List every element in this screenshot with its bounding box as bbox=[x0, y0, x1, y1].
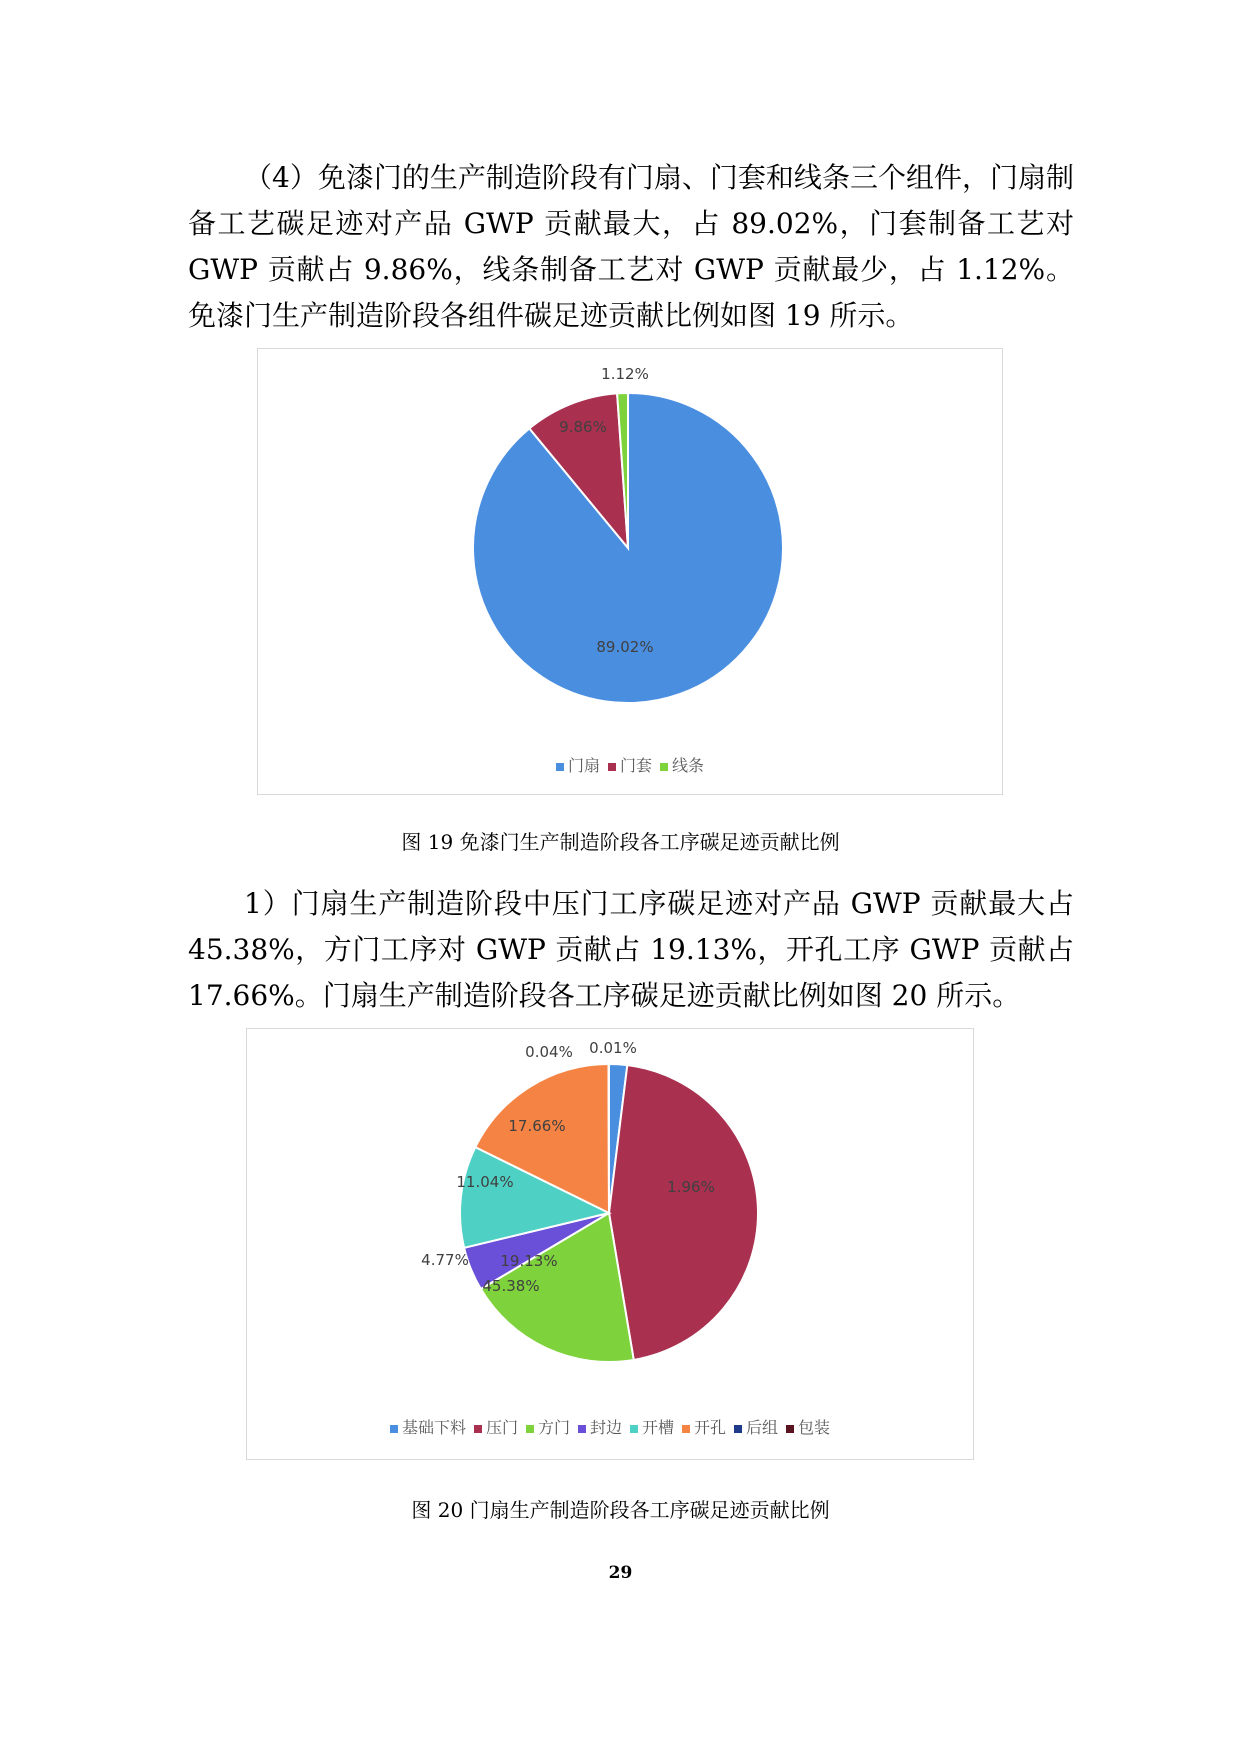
legend-item-3 bbox=[526, 1415, 570, 1438]
chart-1-legend bbox=[258, 753, 1002, 776]
figure-19-caption: 图 19 免漆门生产制造阶段各工序碳足迹贡献比例 bbox=[401, 830, 840, 854]
paragraph-1: （4）免漆门的生产制造阶段有门扇、门套和线条三个组件，门扇制备工艺碳足迹对产品 GWP 贡献最大，占 89.02%，门套制备工艺对 GWP 贡献占 9.86%，线条制备工艺对 GWP 贡献最少，占 1.12%。免漆门生产制造阶段各组件碳足迹贡献比例如图 19 所示。 bbox=[188, 161, 1074, 332]
legend-swatch bbox=[682, 1425, 690, 1433]
legend-label: 包装 bbox=[798, 1418, 831, 1437]
legend-label: 压门 bbox=[485, 1418, 518, 1437]
legend-swatch bbox=[474, 1425, 482, 1433]
data-label-1: 1.96% bbox=[667, 1178, 715, 1196]
legend-label: 后组 bbox=[746, 1418, 779, 1437]
legend-item-6 bbox=[682, 1415, 726, 1438]
legend-item-7 bbox=[734, 1415, 778, 1438]
pie-chart-2-svg bbox=[247, 1029, 975, 1461]
legend-item-4 bbox=[578, 1415, 622, 1438]
legend-item-8 bbox=[786, 1415, 830, 1438]
legend-label: 开孔 bbox=[694, 1418, 727, 1437]
legend-swatch bbox=[578, 1425, 586, 1433]
data-label-3: 19.13% bbox=[500, 1252, 558, 1270]
legend-swatch bbox=[630, 1425, 638, 1433]
legend-label: 门扇 bbox=[567, 756, 600, 775]
legend-label: 线条 bbox=[672, 756, 705, 775]
pie-chart-1 bbox=[257, 348, 1003, 795]
legend-swatch bbox=[608, 763, 616, 771]
legend-item-3 bbox=[660, 753, 704, 776]
legend-label: 封边 bbox=[589, 1418, 622, 1437]
pie-chart-1-svg bbox=[258, 349, 1004, 796]
legend-item-1 bbox=[390, 1415, 466, 1438]
legend-label: 开槽 bbox=[642, 1418, 675, 1437]
data-label-1: 89.02% bbox=[596, 638, 654, 656]
legend-swatch bbox=[390, 1425, 398, 1433]
data-label-8: 0.01% bbox=[589, 1039, 637, 1057]
legend-label: 方门 bbox=[537, 1418, 570, 1437]
data-label-3: 1.12% bbox=[601, 365, 649, 383]
legend-item-2 bbox=[608, 753, 652, 776]
data-label-2: 9.86% bbox=[559, 418, 607, 436]
legend-swatch bbox=[786, 1425, 794, 1433]
data-label-7: 0.04% bbox=[525, 1043, 573, 1061]
legend-swatch bbox=[734, 1425, 742, 1433]
pie-slice-2 bbox=[609, 1065, 758, 1360]
data-label-4: 4.77% bbox=[421, 1251, 469, 1269]
paragraph-2: 1）门扇生产制造阶段中压门工序碳足迹对产品 GWP 贡献最大占 45.38%，方门工序对 GWP 贡献占 19.13%，开孔工序 GWP 贡献占 17.66%。门扇生产制造阶段各工序碳足迹贡献比例如图 20 所示。 bbox=[188, 887, 1074, 1012]
legend-label: 基础下料 bbox=[401, 1418, 466, 1437]
legend-item-5 bbox=[630, 1415, 674, 1438]
figure-20-caption: 图 20 门扇生产制造阶段各工序碳足迹贡献比例 bbox=[411, 1498, 830, 1522]
legend-swatch bbox=[526, 1425, 534, 1433]
legend-item-2 bbox=[474, 1415, 518, 1438]
legend-swatch bbox=[660, 763, 668, 771]
data-label-2: 45.38% bbox=[482, 1277, 540, 1295]
page-number: 29 bbox=[608, 1563, 633, 1583]
legend-label: 门套 bbox=[619, 756, 652, 775]
data-label-6: 17.66% bbox=[508, 1117, 566, 1135]
legend-item-1 bbox=[556, 753, 600, 776]
pie-chart-2 bbox=[246, 1028, 974, 1460]
data-label-5: 11.04% bbox=[456, 1173, 514, 1191]
chart-2-legend bbox=[247, 1415, 973, 1438]
legend-swatch bbox=[556, 763, 564, 771]
